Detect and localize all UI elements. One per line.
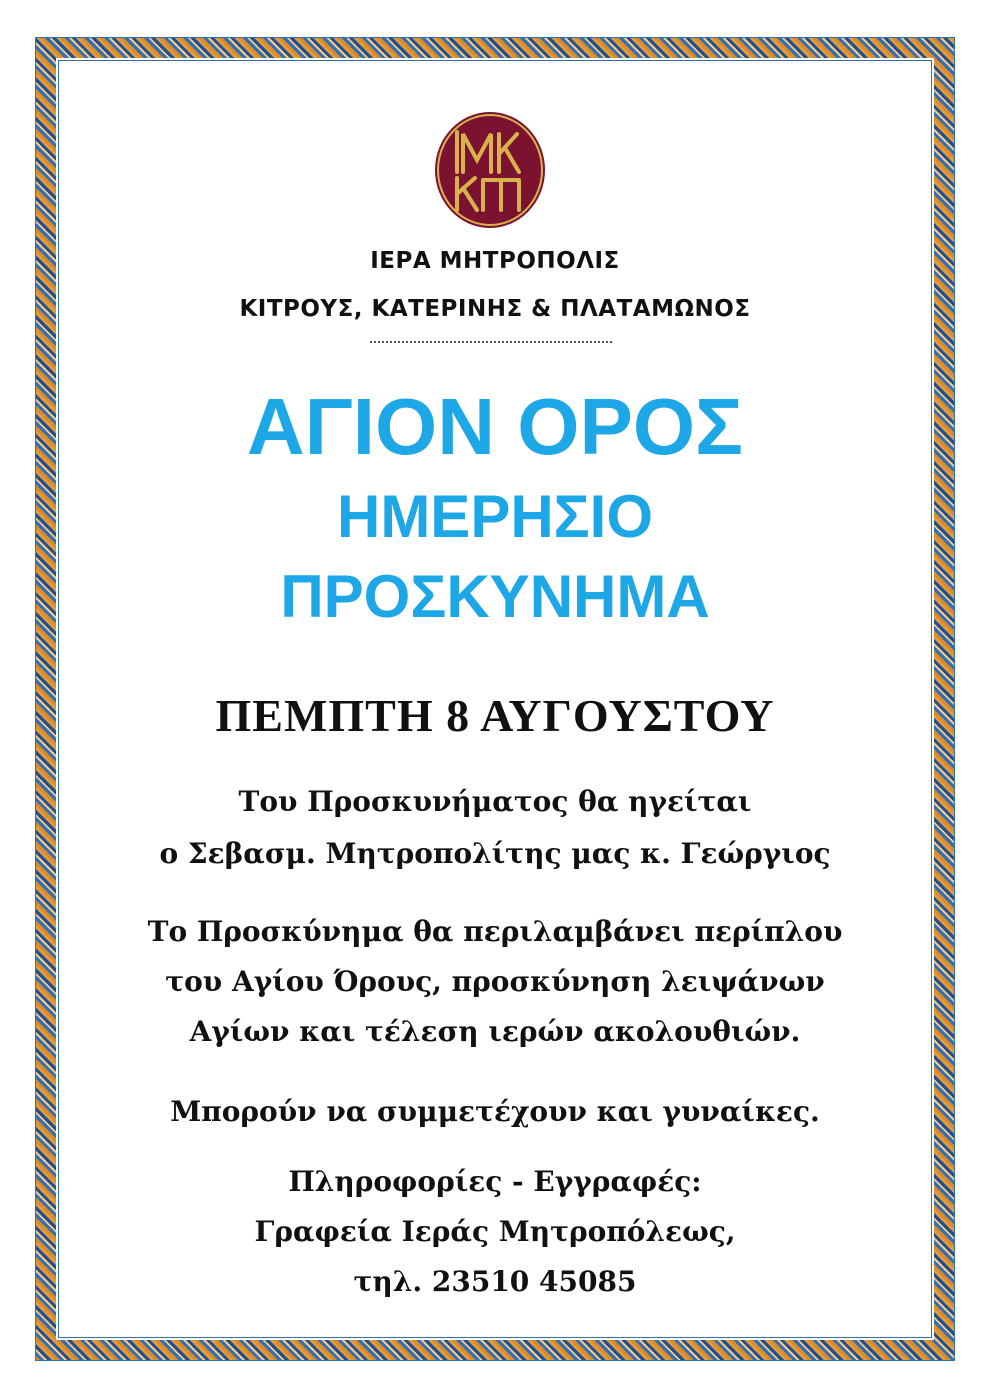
contact-phone: τηλ. 23510 45085 xyxy=(353,1265,637,1298)
org-name-line-1: ΙΕΡΑ ΜΗΤΡΟΠΟΛΙΣ xyxy=(370,248,620,274)
title-line-1: ΑΓΙΟΝ ΟΡΟΣ xyxy=(246,382,744,471)
title-line-3: ΠΡΟΣΚΥΝΗΜΑ xyxy=(280,563,710,630)
event-date: ΠΕΜΠΤΗ 8 ΑΥΓΟΥΣΤΟΥ xyxy=(215,690,775,741)
metropolis-logo-icon xyxy=(433,110,547,230)
program-line-2: του Αγίου Όρους, προσκύνηση λειψάνων xyxy=(165,965,825,998)
program-line-3: Αγίων και τέλεση ιερών ακολουθιών. xyxy=(189,1015,801,1048)
org-name-line-2: ΚΙΤΡΟΥΣ, ΚΑΤΕΡΙΝΗΣ & ΠΛΑΤΑΜΩΝΟΣ xyxy=(239,296,751,322)
contact-line-1: Πληροφορίες - Εγγραφές: xyxy=(288,1165,702,1198)
women-note: Μπορούν να συμμετέχουν και γυναίκες. xyxy=(170,1095,820,1128)
title-line-2: ΗΜΕΡΗΣΙΟ xyxy=(336,483,654,550)
program-line-1: Το Προσκύνημα θα περιλαμβάνει περίπλου xyxy=(147,915,843,948)
leader-line-2: ο Σεβασμ. Μητροπολίτης μας κ. Γεώργιος xyxy=(159,837,831,870)
dotted-divider xyxy=(370,341,612,343)
leader-line-1: Του Προσκυνήματος θα ηγείται xyxy=(238,785,752,818)
contact-line-2: Γραφεία Ιεράς Μητροπόλεως, xyxy=(254,1215,736,1248)
